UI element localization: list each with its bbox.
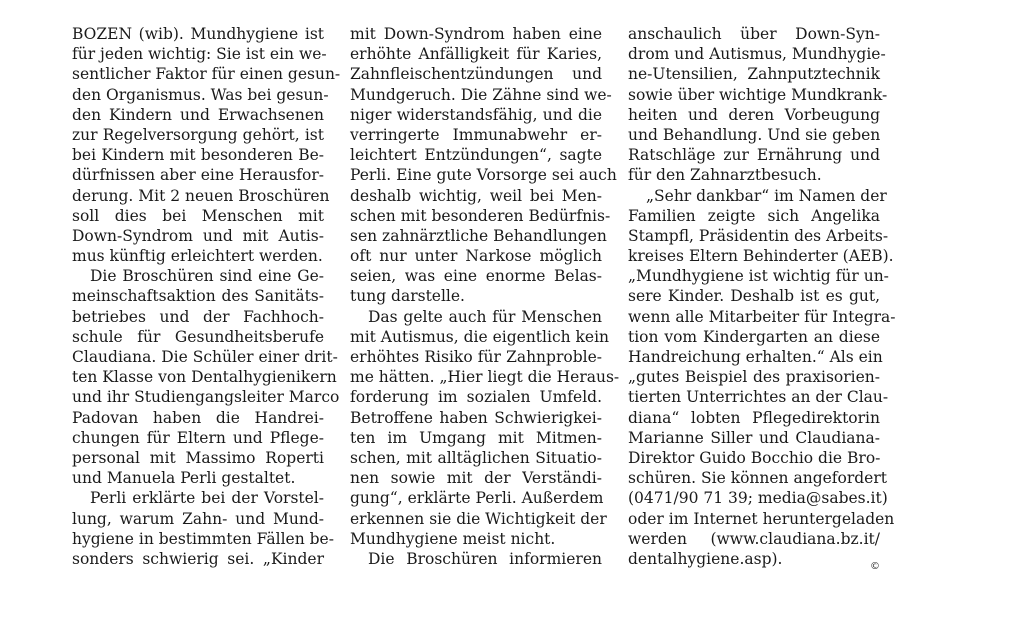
- text-line: erhöhtes Risiko für Zahnproble-: [350, 348, 602, 366]
- text-line: diana“ lobten Pflegedirektorin: [628, 408, 880, 427]
- text-line: oder im Internet heruntergeladen: [628, 509, 895, 528]
- text-line: Die Broschüren sind eine Ge-: [90, 267, 324, 286]
- text-line: meinschaftsaktion des Sanitäts-: [72, 287, 324, 306]
- text-line: mit Autismus, die eigentlich kein: [350, 327, 610, 346]
- text-line: Mundhygiene meist nicht.: [350, 529, 556, 548]
- text-line: Ratschläge zur Ernährung und: [628, 146, 880, 165]
- text-line: verringerte Immunabwehr er-: [350, 125, 602, 144]
- text-line: seien, was eine enorme Belas-: [350, 267, 602, 286]
- text-line: soll dies bei Menschen mit: [72, 206, 324, 225]
- text-line: Claudiana. Die Schüler einer drit-: [72, 348, 338, 366]
- text-line: erhöhte Anfälligkeit für Karies,: [350, 45, 602, 64]
- text-line: ne-Utensilien, Zahnputztechnik: [628, 65, 880, 84]
- article-column-3: [628, 24, 896, 569]
- text-line: sowie über wichtige Mundkrank-: [628, 85, 888, 104]
- text-line: schüren. Sie können angefordert: [628, 469, 887, 488]
- text-line: oft nur unter Narkose möglich: [350, 247, 602, 266]
- text-line: Direktor Guido Bocchio die Bro-: [628, 448, 881, 467]
- article-column-2: [350, 24, 620, 569]
- text-line: Stampfl, Präsidentin des Arbeits-: [628, 226, 889, 245]
- text-line: Handreichung erhalten.“ Als ein: [628, 348, 883, 366]
- text-line: betriebes und der Fachhoch-: [72, 307, 324, 326]
- text-line: ten Klasse von Dentalhygienikern: [72, 368, 337, 387]
- text-line: „Sehr dankbar“ im Namen der: [646, 186, 887, 205]
- text-line: schule für Gesundheitsberufe: [72, 327, 324, 346]
- text-line: Familien zeigte sich Angelika: [628, 206, 880, 225]
- text-line: Down-Syndrom und mit Autis-: [72, 226, 324, 245]
- text-line: mit Down-Syndrom haben eine: [350, 25, 602, 43]
- text-line: sentlicher Faktor für einen gesun-: [72, 65, 341, 84]
- text-line: deshalb wichtig, weil bei Men-: [350, 186, 602, 205]
- copyright-mark: ©: [870, 561, 880, 572]
- text-line: schen mit besonderen Bedürfnis-: [350, 206, 611, 225]
- text-line: leichtert Entzündungen“, sagte: [350, 146, 602, 165]
- text-line: lung, warum Zahn- und Mund-: [72, 509, 324, 528]
- text-line: Mundgeruch. Die Zähne sind we-: [350, 85, 612, 104]
- text-line: sen zahnärztliche Behandlungen: [350, 226, 607, 245]
- text-line: ten im Umgang mit Mitmen-: [350, 428, 602, 447]
- text-line: sonders schwierig sei. „Kinder: [72, 549, 324, 568]
- text-line: Perli. Eine gute Vorsorge sei auch: [350, 166, 617, 185]
- text-line: werden (www.claudiana.bz.it/: [628, 529, 880, 548]
- text-line: und Behandlung. Und sie geben: [628, 125, 881, 144]
- text-line: bei Kindern mit besonderen Be-: [72, 146, 324, 165]
- text-line: „gutes Beispiel des praxisorien-: [628, 368, 880, 387]
- text-line: und Manuela Perli gestaltet.: [72, 469, 296, 488]
- text-line: kreises Eltern Behinderter (AEB).: [628, 247, 894, 266]
- text-line: Marianne Siller und Claudiana-: [628, 428, 880, 447]
- text-line: Das gelte auch für Menschen: [368, 307, 602, 326]
- text-line: me hätten. „Hier liegt die Heraus-: [350, 368, 620, 387]
- article-column-1: [72, 24, 341, 569]
- text-line: heiten und deren Vorbeugung: [628, 105, 880, 124]
- text-line: und ihr Studiengangsleiter Marco: [72, 388, 340, 407]
- text-line: hygiene in bestimmten Fällen be-: [72, 529, 334, 548]
- text-line: Padovan haben die Handrei-: [72, 408, 324, 427]
- text-line: Betroffene haben Schwierigkei-: [350, 408, 602, 427]
- text-line: für jeden wichtig: Sie ist ein we-: [72, 45, 327, 64]
- text-line: chungen für Eltern und Pflege-: [72, 428, 324, 447]
- text-line: Perli erklärte bei der Vorstel-: [90, 489, 324, 508]
- text-line: schen, mit alltäglichen Situatio-: [350, 448, 602, 467]
- text-line: BOZEN (wib). Mundhygiene ist: [72, 25, 324, 43]
- text-line: nen sowie mit der Verständi-: [350, 469, 602, 488]
- text-line: dentalhygiene.asp).: [628, 549, 783, 568]
- text-line: Zahnfleischentzündungen und: [350, 65, 602, 84]
- text-line: tion vom Kindergarten an diese: [628, 327, 880, 346]
- text-line: dürfnissen aber eine Herausfor-: [72, 166, 324, 185]
- text-line: niger widerstandsfähig, und die: [350, 105, 602, 124]
- text-line: zur Regelversorgung gehört, ist: [72, 125, 324, 144]
- text-line: den Kindern und Erwachsenen: [72, 105, 324, 124]
- text-line: sere Kinder. Deshalb ist es gut,: [628, 287, 880, 306]
- text-line: drom und Autismus, Mundhygie-: [628, 45, 886, 64]
- text-line: wenn alle Mitarbeiter für Integra-: [628, 307, 896, 326]
- text-line: mus künftig erleichtert werden.: [72, 247, 323, 266]
- text-line: anschaulich über Down-Syn-: [628, 25, 880, 43]
- text-line: „Mundhygiene ist wichtig für un-: [628, 267, 889, 286]
- text-line: tung darstelle.: [350, 287, 465, 306]
- text-line: forderung im sozialen Umfeld.: [350, 388, 602, 407]
- text-line: tierten Unterrichtes an der Clau-: [628, 388, 889, 407]
- text-line: (0471/90 71 39; media@sabes.it): [628, 489, 888, 508]
- text-line: Die Broschüren informieren: [368, 549, 602, 568]
- text-line: derung. Mit 2 neuen Broschüren: [72, 186, 330, 205]
- text-line: für den Zahnarztbesuch.: [628, 166, 822, 185]
- text-line: gung“, erklärte Perli. Außerdem: [350, 489, 604, 508]
- text-line: erkennen sie die Wichtigkeit der: [350, 509, 607, 528]
- text-line: den Organismus. Was bei gesun-: [72, 85, 329, 104]
- text-line: personal mit Massimo Roperti: [72, 448, 324, 467]
